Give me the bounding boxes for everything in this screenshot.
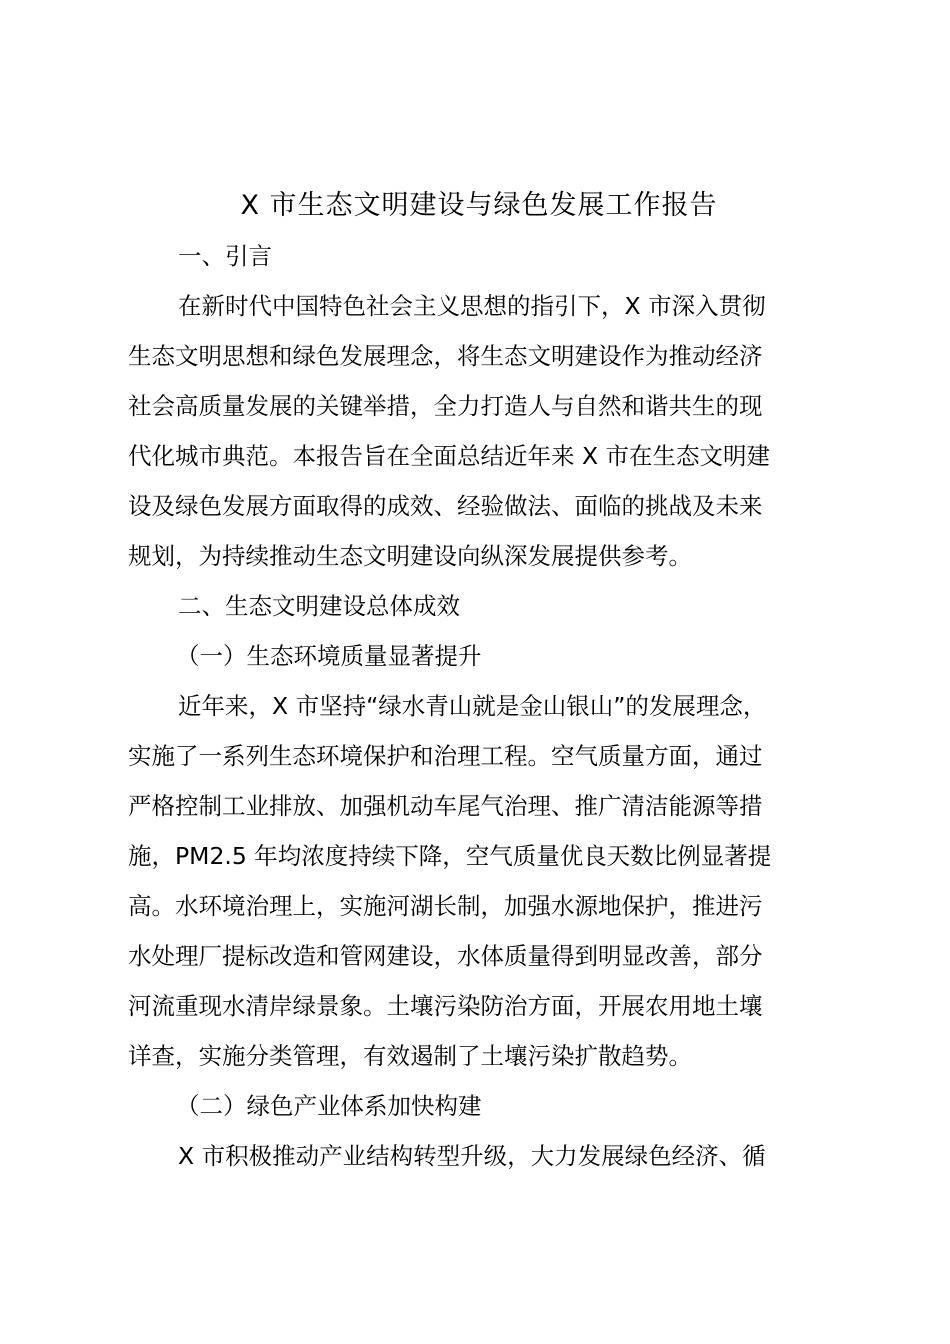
paragraph-line: 社会高质量发展的关键举措，全力打造人与自然和谐共生的现 bbox=[128, 392, 763, 420]
paragraph-line: 规划，为持续推动生态文明建设向纵深发展提供参考。 bbox=[128, 542, 692, 570]
paragraph-line: 实施了一系列生态环境保护和治理工程。空气质量方面，通过 bbox=[128, 742, 763, 770]
paragraph-line: 代化城市典范。本报告旨在全面总结近年来 X 市在生态文明建 bbox=[128, 442, 771, 470]
section-heading-overall-results: 二、生态文明建设总体成效 bbox=[178, 592, 460, 620]
paragraph-line: 近年来，X 市坚持“绿水青山就是金山银山”的发展理念， bbox=[178, 692, 767, 720]
section-heading-introduction: 一、引言 bbox=[178, 242, 272, 270]
paragraph-line: 严格控制工业排放、加强机动车尾气治理、推广清洁能源等措 bbox=[128, 792, 763, 820]
subsection-heading-environment-quality: （一）生态环境质量显著提升 bbox=[176, 642, 482, 670]
paragraph-line: 详查，实施分类管理，有效遏制了土壤污染扩散趋势。 bbox=[128, 1042, 692, 1070]
paragraph-line: 施，PM2.5 年均浓度持续下降，空气质量优良天数比例显著提 bbox=[128, 842, 772, 870]
document-title: X 市生态文明建设与绿色发展工作报告 bbox=[240, 190, 718, 221]
subsection-heading-green-industry: （二）绿色产业体系加快构建 bbox=[176, 1092, 482, 1120]
paragraph-line: 在新时代中国特色社会主义思想的指引下，X 市深入贯彻 bbox=[178, 292, 766, 320]
paragraph-line: X 市积极推动产业结构转型升级，大力发展绿色经济、循 bbox=[178, 1142, 766, 1170]
paragraph-line: 设及绿色发展方面取得的成效、经验做法、面临的挑战及未来 bbox=[128, 492, 763, 520]
paragraph-line: 生态文明思想和绿色发展理念，将生态文明建设作为推动经济 bbox=[128, 342, 763, 370]
paragraph-line: 高。水环境治理上，实施河湖长制，加强水源地保护，推进污 bbox=[128, 892, 763, 920]
paragraph-line: 水处理厂提标改造和管网建设，水体质量得到明显改善，部分 bbox=[128, 942, 763, 970]
paragraph-line: 河流重现水清岸绿景象。土壤污染防治方面，开展农用地土壤 bbox=[128, 992, 763, 1020]
